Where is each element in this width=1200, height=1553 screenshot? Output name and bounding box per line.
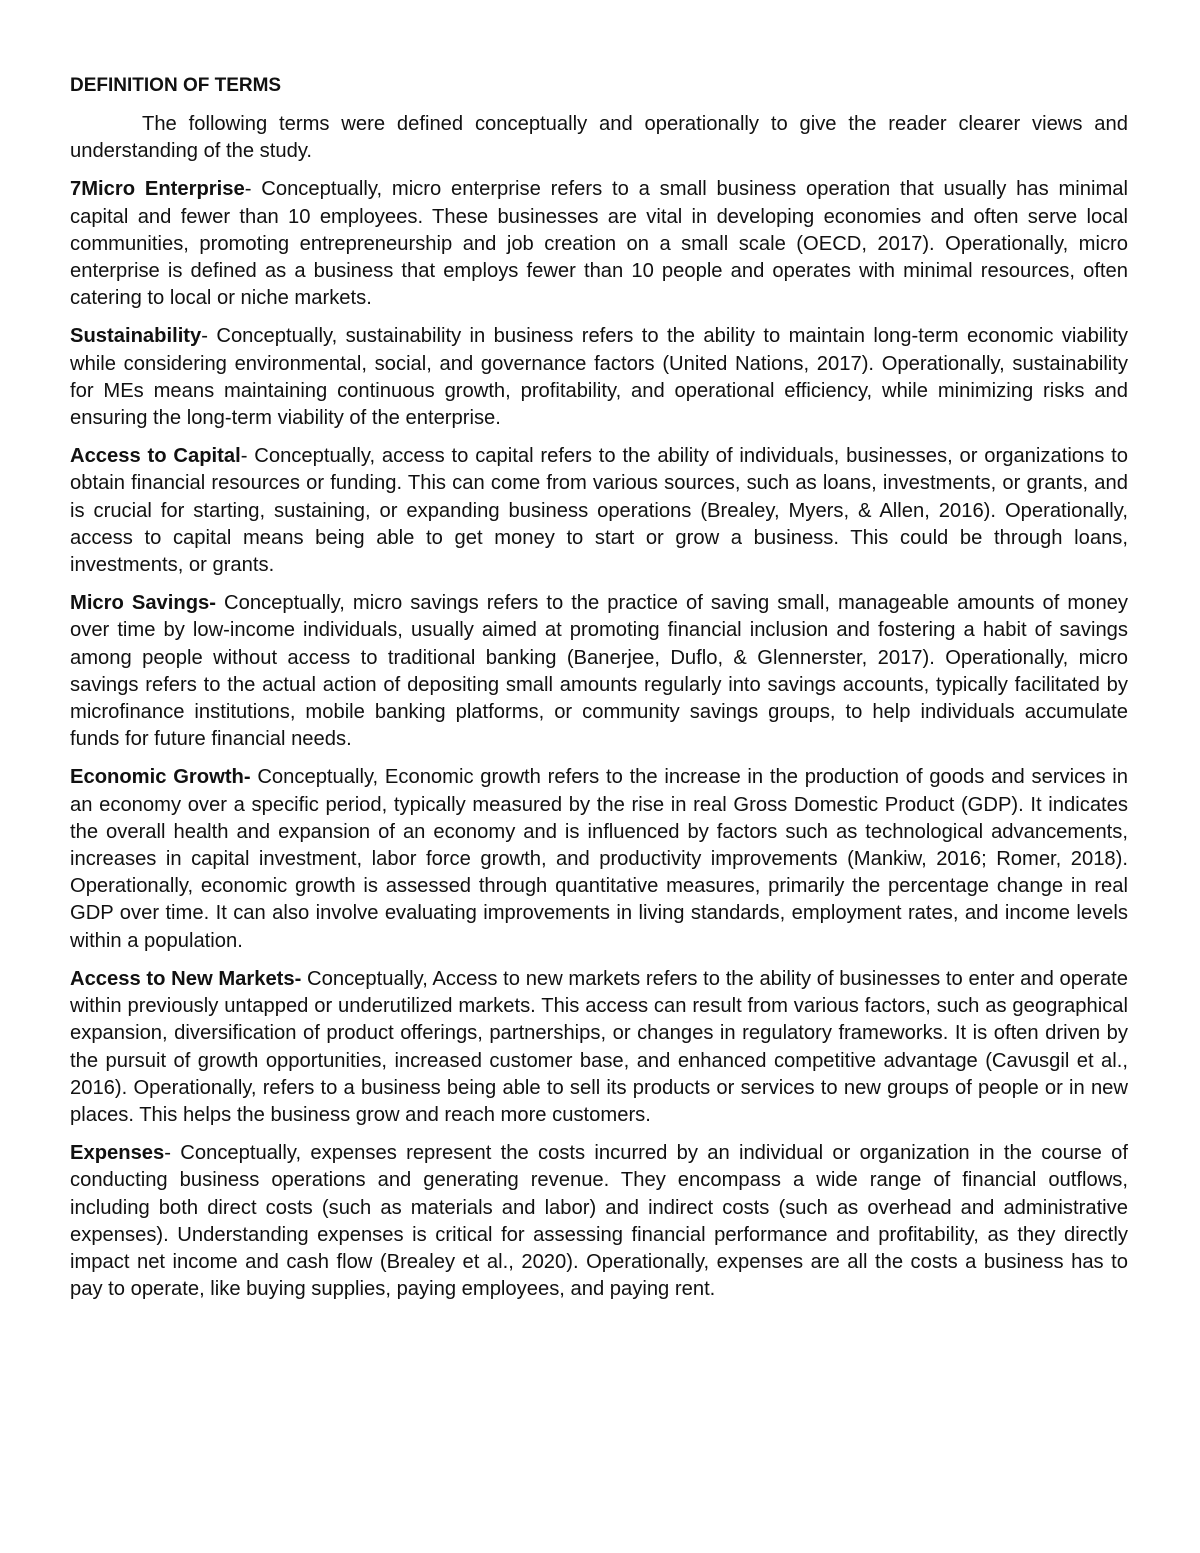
term-access-to-capital	[70, 443, 1128, 579]
term-name: Micro Savings-	[70, 592, 217, 615]
term-definition: Conceptually, Access to new markets refers to the ability of businesses to enter and operate within previously untapped or underutilized markets. This access can result from various factors, such as geographical expansion, diversification of product offerings, partnerships, or changes in regulatory frameworks. It is often driven by the pursuit of growth opportunities, increased customer base, and enhanced competitive advantage (Cavusgil et al., 2016). Operationally, refers to a business being able to sell its products or services to new groups of people or in new places. This helps the business grow and reach more customers.	[70, 967, 1128, 1126]
term-definition: Conceptually, expenses represent the costs incurred by an individual or organization in the course of conducting business operations and generating revenue. They encompass a wide range of financial outflows, including both direct costs (such as materials and labor) and indirect costs (such as overhead and administrative expenses). Understanding expenses is critical for assessing financial performance and profitability, as they directly impact net income and cash flow (Brealey et al., 2020). Operationally, expenses are all the costs a business has to pay to operate, like buying supplies, paying employees, and paying rent.	[70, 1142, 1128, 1301]
term-name: Sustainability	[70, 325, 202, 348]
term-definition: Conceptually, micro enterprise refers to a small business operation that usually has minimal capital and fewer than 10 employees. These businesses are vital in developing economies and often serve local communities, promoting entrepreneurship and job creation on a small scale (OECD, 2017). Operationally, micro enterprise is defined as a business that employs fewer than 10 people and operates with minimal resources, often catering to local or niche markets.	[70, 178, 1129, 310]
term-definition: Conceptually, sustainability in business refers to the ability to maintain long-term economic viability while considering environmental, social, and governance factors (United Nations, 2017). Operationally, sustainability for MEs means maintaining continuous growth, profitability, and operational efficiency, while minimizing risks and ensuring the long-term viability of the enterprise.	[70, 325, 1128, 430]
term-sustainability	[70, 323, 1128, 432]
term-definition: Conceptually, micro savings refers to the practice of saving small, manageable amounts of money over time by low-income individuals, usually aimed at promoting financial inclusion and fostering a habit of savings among people without access to traditional banking (Banerjee, Duflo, & Glennerster, 2017). Operationally, micro savings refers to the actual action of depositing small amounts regularly into savings accounts, typically facilitated by microfinance institutions, mobile banking platforms, or community savings groups, to help individuals accumulate funds for future financial needs.	[70, 592, 1128, 751]
document-page	[70, 72, 1128, 1314]
term-definition: Conceptually, Economic growth refers to the increase in the production of goods and services in an economy over a specific period, typically measured by the rise in real Gross Domestic Product (GDP). It indicates the overall health and expansion of an economy and is influenced by factors such as technological advancements, increases in capital investment, labor force growth, and productivity improvements (Mankiw, 2016; Romer, 2018). Operationally, economic growth is assessed through quantitative measures, primarily the percentage change in real GDP over time. It can also involve evaluating improvements in living standards, employment rates, and income levels within a population.	[70, 766, 1128, 952]
term-economic-growth	[70, 764, 1128, 954]
term-name: Access to New Markets-	[70, 967, 302, 990]
term-name: Access to Capital	[70, 445, 241, 468]
term-name: 7Micro Enterprise	[70, 178, 245, 201]
term-separator: -	[240, 445, 248, 468]
term-separator: -	[244, 178, 252, 201]
term-definition: Conceptually, access to capital refers to the ability of individuals, businesses, or organizations to obtain financial resources or funding. This can come from various sources, such as loans, investments, or grants, and is crucial for starting, sustaining, or expanding business operations (Brealey, Myers, & Allen, 2016). Operationally, access to capital means being able to get money to start or grow a business. This could be through loans, investments, or grants.	[70, 445, 1129, 577]
term-access-to-new-markets	[70, 966, 1128, 1129]
page-heading: DEFINITION OF TERMS	[70, 75, 282, 96]
term-separator: -	[164, 1142, 171, 1165]
intro-paragraph: The following terms were defined conceptually and operationally to give the reader clearer views and understanding of the study.	[70, 113, 1128, 163]
term-expenses	[70, 1140, 1128, 1303]
term-name: Expenses	[70, 1142, 165, 1165]
term-separator: -	[201, 325, 208, 348]
term-name: Economic Growth-	[70, 766, 251, 789]
term-micro-savings	[70, 590, 1128, 753]
term-micro-enterprise	[70, 176, 1128, 312]
